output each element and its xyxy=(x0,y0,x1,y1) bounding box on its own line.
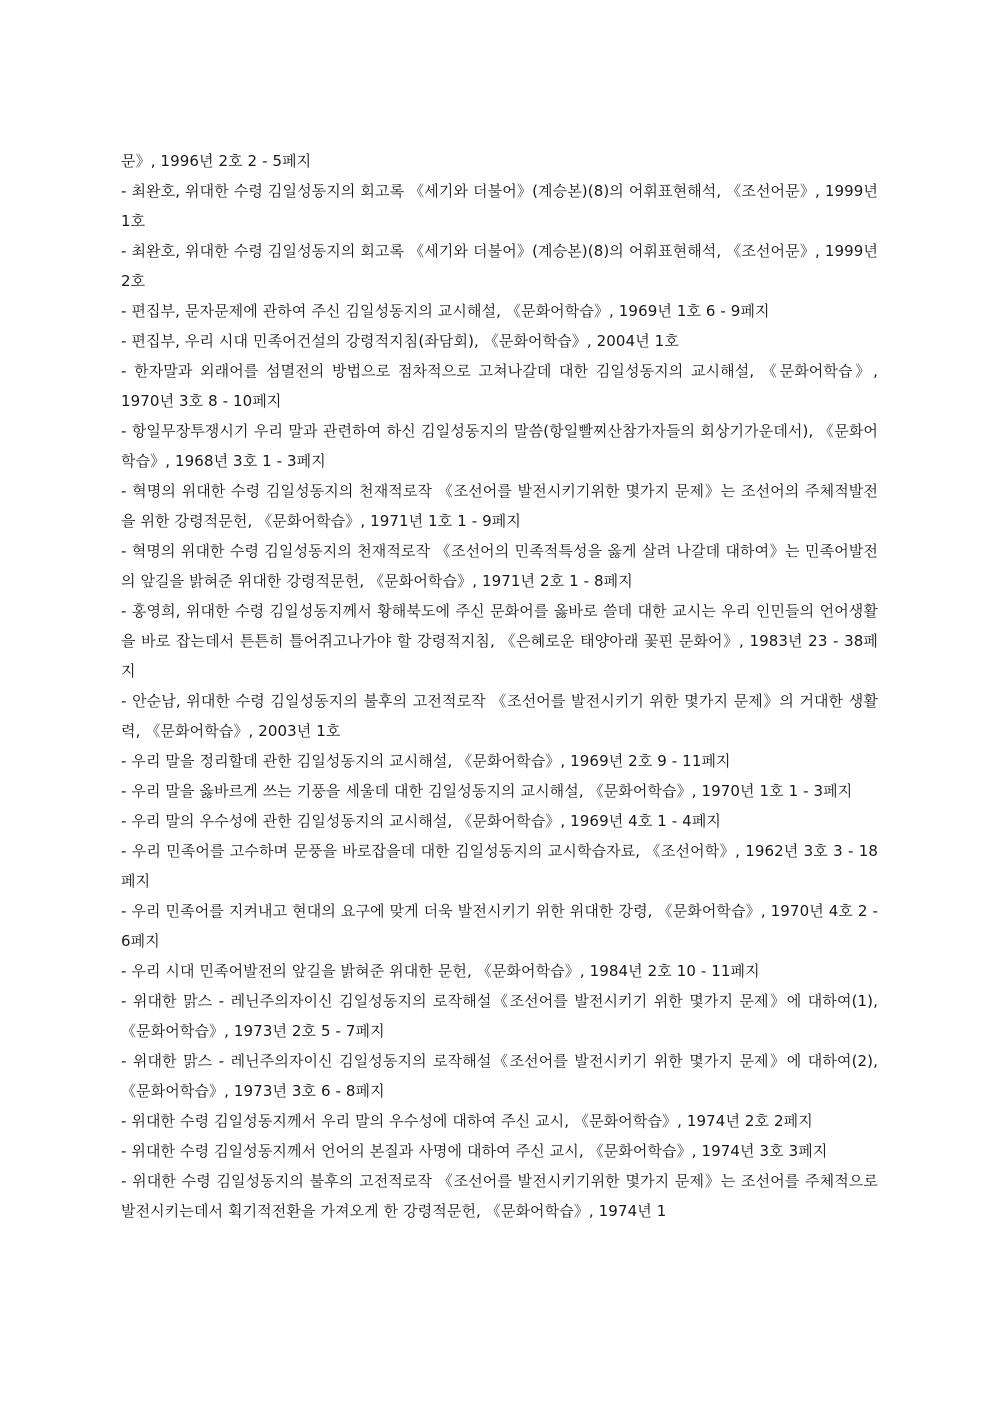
bibliography-entry: - 최완호, 위대한 수령 김일성동지의 회고록 《세기와 더불어》(계승본)(8)의 어휘표현해석, 《조선어문》, 1999년 1호 xyxy=(121,182,878,230)
bibliography-page xyxy=(121,146,878,1226)
bibliography-entry: - 편집부, 문자문제에 관하여 주신 김일성동지의 교시해설, 《문화어학습》, 1969년 1호 6 - 9페지 xyxy=(121,302,770,320)
bibliography-entry: - 한자말과 외래어를 섬멸전의 방법으로 점차적으로 고쳐나갈데 대한 김일성동지의 교시해설, 《문화어학습》, 1970년 3호 8 - 10페지 xyxy=(121,362,878,410)
bibliography-entry: - 우리 말의 우수성에 관한 김일성동지의 교시해설, 《문화어학습》, 1969년 4호 1 - 4페지 xyxy=(121,812,721,830)
bibliography-entry: - 우리 말을 정리할데 관한 김일성동지의 교시해설, 《문화어학습》, 1969년 2호 9 - 11페지 xyxy=(121,752,731,770)
bibliography-entry: - 위대한 수령 김일성동지께서 언어의 본질과 사명에 대하여 주신 교시, 《문화어학습》, 1974년 3호 3페지 xyxy=(121,1142,828,1160)
bibliography-entry: - 위대한 수령 김일성동지께서 우리 말의 우수성에 대하여 주신 교시, 《문화어학습》, 1974년 2호 2페지 xyxy=(121,1112,813,1130)
bibliography-entry: 문》, 1996년 2호 2 - 5페지 xyxy=(121,152,312,170)
bibliography-entry: - 위대한 맑스 - 레닌주의자이신 김일성동지의 로작해설《조선어를 발전시키기 위한 몇가지 문제》에 대하여(1), 《문화어학습》, 1973년 2호 5 - 7페지 xyxy=(121,992,878,1040)
bibliography-entry: - 최완호, 위대한 수령 김일성동지의 회고록 《세기와 더불어》(계승본)(8)의 어휘표현해석, 《조선어문》, 1999년 2호 xyxy=(121,242,878,290)
bibliography-entry: - 위대한 수령 김일성동지의 불후의 고전적로작 《조선어를 발전시키기위한 몇가지 문제》는 조선어를 주체적으로 발전시키는데서 획기적전환을 가져오게 한 강령적문헌, 《문화어학습》, 1974년 1 xyxy=(121,1172,878,1220)
bibliography-entry: - 홍영희, 위대한 수령 김일성동지께서 황해북도에 주신 문화어를 옳바로 쓸데 대한 교시는 우리 인민들의 언어생활을 바로 잡는데서 튼튼히 틀어쥐고나가야 할 강령적지침, 《은혜로운 태양아래 꽃핀 문화어》, 1983년 23 - 38페지 xyxy=(121,602,878,680)
bibliography-entry: - 혁명의 위대한 수령 김일성동지의 천재적로작 《조선어를 발전시키기위한 몇가지 문제》는 조선어의 주체적발전을 위한 강령적문헌, 《문화어학습》, 1971년 1호 1 - 9페지 xyxy=(121,482,878,530)
bibliography-entry: - 혁명의 위대한 수령 김일성동지의 천재적로작 《조선어의 민족적특성을 옳게 살려 나갈데 대하여》는 민족어발전의 앞길을 밝혀준 위대한 강령적문헌, 《문화어학습》, 1971년 2호 1 - 8페지 xyxy=(121,542,878,590)
bibliography-entry: - 우리 말을 옳바르게 쓰는 기풍을 세울데 대한 김일성동지의 교시해설, 《문화어학습》, 1970년 1호 1 - 3페지 xyxy=(121,782,853,800)
bibliography-entry: - 안순남, 위대한 수령 김일성동지의 불후의 고전적로작 《조선어를 발전시키기 위한 몇가지 문제》의 거대한 생활력, 《문화어학습》, 2003년 1호 xyxy=(121,692,878,740)
bibliography-entry: - 우리 민족어를 고수하며 문풍을 바로잡을데 대한 김일성동지의 교시학습자료, 《조선어학》, 1962년 3호 3 - 18페지 xyxy=(121,842,878,890)
bibliography-entry: - 위대한 맑스 - 레닌주의자이신 김일성동지의 로작해설《조선어를 발전시키기 위한 몇가지 문제》에 대하여(2), 《문화어학습》, 1973년 3호 6 - 8페지 xyxy=(121,1052,878,1100)
bibliography-entry: - 항일무장투쟁시기 우리 말과 관련하여 하신 김일성동지의 말씀(항일빨찌산참가자들의 회상기가운데서), 《문화어학습》, 1968년 3호 1 - 3페지 xyxy=(121,422,878,470)
bibliography-entry: - 우리 민족어를 지켜내고 현대의 요구에 맞게 더욱 발전시키기 위한 위대한 강령, 《문화어학습》, 1970년 4호 2 - 6페지 xyxy=(121,902,878,950)
bibliography-entry: - 편집부, 우리 시대 민족어건설의 강령적지침(좌담회), 《문화어학습》, 2004년 1호 xyxy=(121,332,679,350)
bibliography-entry: - 우리 시대 민족어발전의 앞길을 밝혀준 위대한 문헌, 《문화어학습》, 1984년 2호 10 - 11페지 xyxy=(121,962,760,980)
